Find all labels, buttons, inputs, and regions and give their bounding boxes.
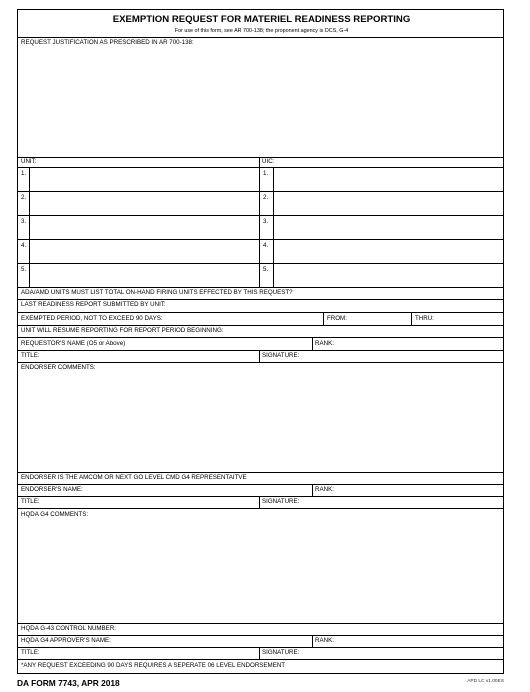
hqda-signature-label: SIGNATURE: <box>262 649 300 656</box>
divider <box>18 496 503 497</box>
divider <box>18 337 503 338</box>
divider <box>18 263 503 264</box>
uic-row-number: 3. <box>263 218 269 225</box>
divider <box>18 472 503 473</box>
column-divider <box>312 484 313 496</box>
hqda-control-number-label: HQDA G-43 CONTROL NUMBER: <box>21 625 117 632</box>
divider <box>18 623 503 624</box>
divider <box>18 484 503 485</box>
unit-row-number: 2. <box>21 194 27 201</box>
unit-row-number: 1. <box>21 170 27 177</box>
requestor-rank-label: RANK: <box>315 340 334 347</box>
form-title: EXEMPTION REQUEST FOR MATERIEL READINESS REPORTING <box>112 14 411 25</box>
thru-label: THRU: <box>415 315 434 322</box>
column-divider <box>323 312 324 325</box>
divider <box>18 287 503 288</box>
requestor-title-label: TITLE: <box>21 352 40 359</box>
column-divider <box>312 337 313 350</box>
endorser-signature-label: SIGNATURE: <box>262 498 300 505</box>
column-divider <box>411 312 412 325</box>
divider <box>18 239 503 240</box>
divider <box>18 659 503 660</box>
endorser-name-label: ENDORSER'S NAME: <box>21 486 83 493</box>
requestor-name-label: REQUESTOR'S NAME (O5 or Above) <box>21 340 126 347</box>
divider <box>18 647 503 648</box>
uic-label: UIC: <box>262 158 275 165</box>
divider <box>18 508 503 509</box>
unit-row-number: 4. <box>21 242 27 249</box>
column-divider <box>259 647 260 659</box>
endorser-title-label: TITLE: <box>21 498 40 505</box>
column-divider <box>259 157 260 287</box>
exempted-period-label: EXEMPTED PERIOD, NOT TO EXCEED 90 DAYS: <box>21 315 163 322</box>
unit-row-number: 5. <box>21 266 27 273</box>
column-divider <box>312 635 313 647</box>
endorser-rank-label: RANK: <box>315 486 334 493</box>
resume-label: UNIT WILL RESUME REPORTING FOR REPORT PERIOD BEGINNING: <box>21 327 224 334</box>
endorser-comments-label: ENDORSER COMMENTS: <box>21 364 96 371</box>
form-frame <box>17 9 504 674</box>
divider <box>18 350 503 351</box>
number-column-divider <box>29 167 30 287</box>
requestor-signature-label: SIGNATURE: <box>262 352 300 359</box>
column-divider <box>259 496 260 508</box>
hqda-approver-name-label: HQDA G4 APPROVER'S NAME: <box>21 637 111 644</box>
from-label: FROM: <box>327 315 347 322</box>
divider <box>18 37 503 38</box>
column-divider <box>259 350 260 362</box>
form-number: DA FORM 7743, APR 2018 <box>17 678 120 688</box>
divider <box>18 362 503 363</box>
divider <box>18 325 503 326</box>
justification-label: REQUEST JUSTIFICATION AS PRESCRIBED IN AR 700-138: <box>21 39 194 46</box>
number-column-divider <box>273 167 274 287</box>
last-report-label: LAST READINESS REPORT SUBMITTED BY UNIT: <box>21 301 166 308</box>
divider <box>18 635 503 636</box>
hqda-comments-label: HQDA G4 COMMENTS: <box>21 511 89 518</box>
divider <box>18 299 503 300</box>
divider <box>18 215 503 216</box>
unit-row-number: 3. <box>21 218 27 225</box>
footnote: *ANY REQUEST EXCEEDING 90 DAYS REQUIRES A SEPERATE 06 LEVEL ENDORSEMENT <box>21 662 286 669</box>
divider <box>18 191 503 192</box>
unit-label: UNIT: <box>21 158 37 165</box>
ada-label: ADA/AMD UNITS MUST LIST TOTAL ON-HAND FIRING UNITS EFFECTED BY THIS REQUEST? <box>21 289 293 296</box>
uic-row-number: 4. <box>263 242 269 249</box>
form-version: APD LC v1.00ES <box>467 679 504 684</box>
hqda-title-label: TITLE: <box>21 649 40 656</box>
form-subtitle: For use of this form, see AR 700-138; the proponent agency is DCS, G-4 <box>174 28 349 34</box>
divider <box>18 157 503 158</box>
uic-row-number: 1. <box>263 170 269 177</box>
uic-row-number: 2. <box>263 194 269 201</box>
divider <box>18 312 503 313</box>
uic-row-number: 5. <box>263 266 269 273</box>
hqda-approver-rank-label: RANK: <box>315 637 334 644</box>
endorser-note: ENDORSER IS THE AMCOM OR NEXT GO LEVEL CMD G4 REPRESENTAITVE <box>21 474 247 481</box>
divider <box>18 167 503 168</box>
